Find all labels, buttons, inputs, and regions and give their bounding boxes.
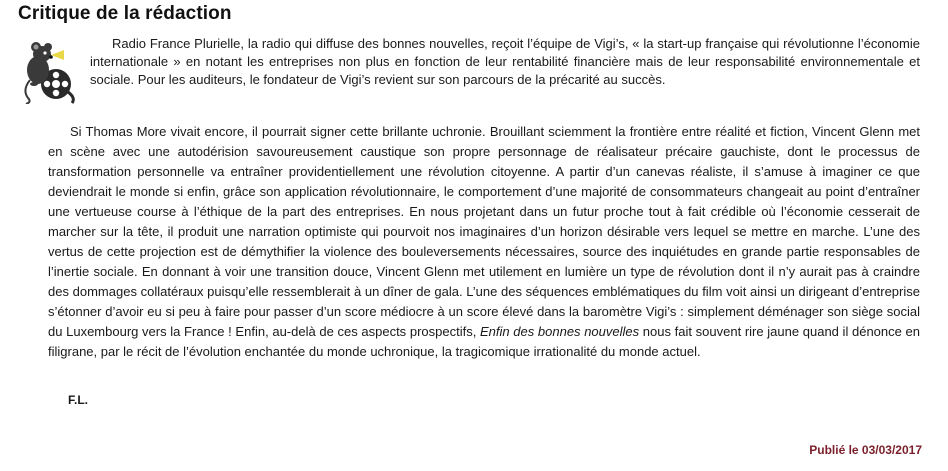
rat-film-reel-icon [20,40,78,104]
author-signature: F.L. [68,393,88,407]
intro-paragraph: Radio France Plurielle, la radio qui diffuse des bonnes nouvelles, reçoit l’équipe de Vigi’s, « la start-up française qui révolutionne l’économie internationale » en notant les entreprises non plus en fonction de leur rentabilité financière mais de leur responsabilité environnementale et sociale. Pour les auditeurs, le fondateur de Vigi’s revient sur son parcours de la précarité au succès. [90,36,920,87]
film-title: Enfin des bonnes nouvelles [479,324,640,339]
review-body-text-2: nous fait souvent rire jaune quand il dénonce en filigrane, par le récit de l’évolution enchantée du monde uchronique, la tragicomique irrationalité du monde actuel. [48,324,920,359]
review-body-text-1: Si Thomas More vivait encore, il pourrait signer cette brillante uchronie. Brouillant sciemment la frontière entre réalité et fiction, Vincent Glenn met en scène avec une autodérision savoureusement caustique son propre personnage de réalisateur précaire gauchiste, dont le processus de transformation personnelle va entraîner providentiellement une révolution citoyenne. A partir d’un canevas réaliste, il s’amuse à imaginer ce que deviendrait le monde si enfin, grâce son application révolutionnaire, le comportement d’une majorité de consommateurs changeait au point d’entraîner une vertueuse course à l’éthique de la part des entreprises. En nous projetant dans un futur proche tout à fait crédible où l’économie cesserait de marcher sur la tête, il produit une narration optimiste qui pourvoit nos imaginaires d’un horizon désirable vers lequel se mettre en marche. L’une des vertus de cette projection est de démythifier la violence des bouleversements nécessaires, source des inquiétudes en grande partie responsables de l’inertie sociale. En donnant à voir une transition douce, Vincent Glenn met utilement en lumière un type de révolution dont il n’y aurait pas à craindre des dommages collatéraux puisqu’elle ressemblerait à un dîner de gala. L’une des séquences emblématiques du film voit ainsi un dirigeant d’entreprise s’étonner d’avoir eu si peu à faire pour passer d’un score médiocre à un score élevé dans la baromètre Vigi’s : simplement déménager son siège social du Luxembourg vers la France ! Enfin, au-delà de ces aspects prospectifs, [48,124,920,339]
review-body [48,122,920,362]
section-title: Critique de la rédaction [18,3,232,24]
published-date: Publié le 03/03/2017 [809,443,922,457]
